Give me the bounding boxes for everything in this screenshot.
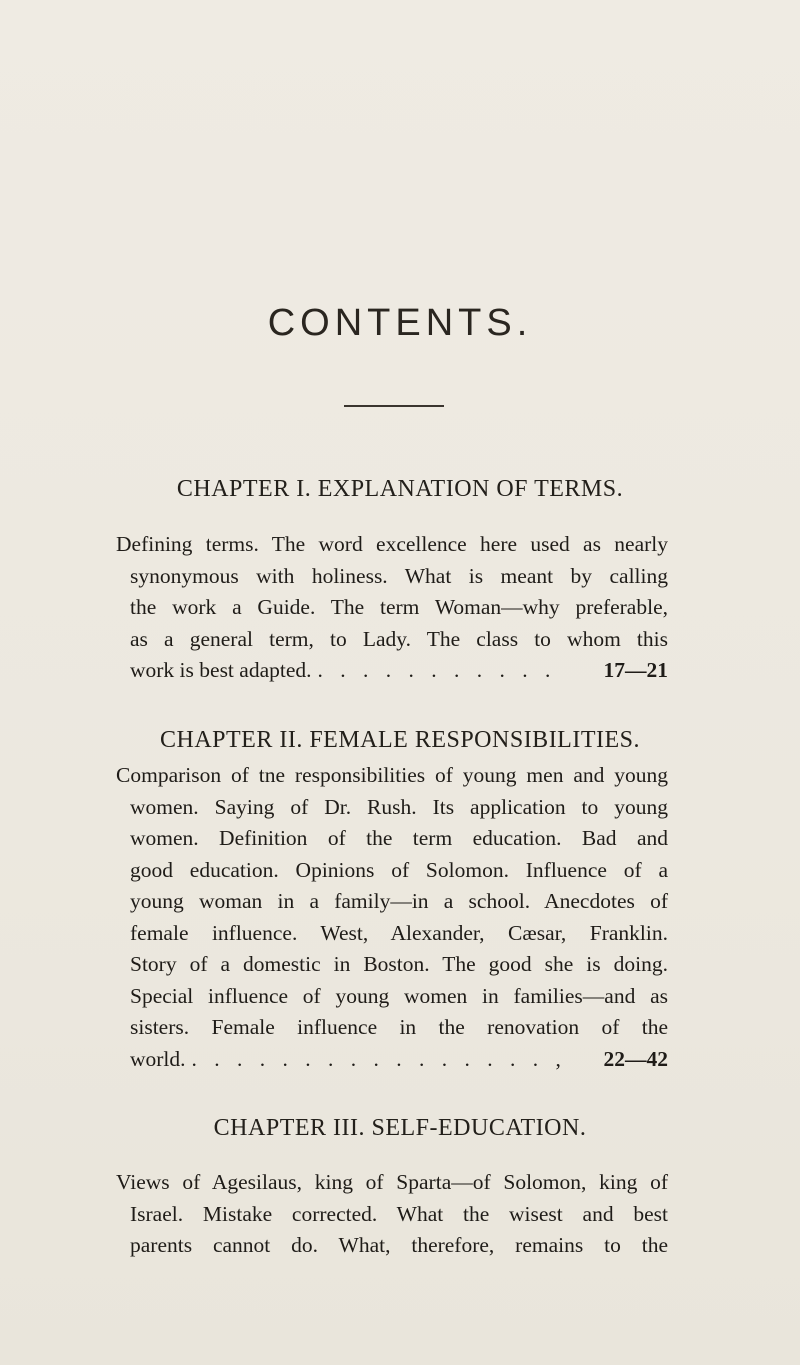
summary-line-text: work is best adapted. [130,658,312,682]
summary-last-line [130,655,668,687]
summary-line: female influence. West, Alexander, Cæsar, Franklin. [130,920,668,945]
summary-line: Views of Agesilaus, king of Sparta—of Solomon, king of [116,1170,668,1194]
page-range: 17—21 [603,658,668,682]
summary-line: as a general term, to Lady. The class to whom this [130,626,668,651]
summary-line: synonymous with holiness. What is meant by calling [130,563,668,588]
summary-line: Defining terms. The word excellence here used as nearly [116,532,668,556]
summary-line: parents cannot do. What, therefore, remains to the [130,1233,668,1257]
dot-leader: . . . . . . . . . . . . . . . . , [191,1046,567,1071]
chapter-1-heading: CHAPTER I. EXPLANATION OF TERMS. [176,476,624,502]
title-rule [344,405,444,407]
summary-line: women. Definition of the term education. Bad and [130,826,668,850]
summary-line: young woman in a family—in a school. Anecdotes of [130,889,668,913]
summary-line: Israel. Mistake corrected. What the wisest and best [130,1201,668,1226]
summary-line: sisters. Female influence in the renovation of the [130,1015,668,1039]
summary-line: the work a Guide. The term Woman—why preferable, [130,595,668,619]
summary-last-line [130,1044,668,1076]
chapter-3-summary [116,1167,800,1262]
summary-line: good education. Opinions of Solomon. Influence of a [130,857,668,882]
summary-line: women. Saying of Dr. Rush. Its application to young [130,794,668,819]
summary-line: Special influence of young women in families—and as [130,983,668,1008]
dot-leader: . . . . . . . . . . . [317,658,557,682]
chapter-1-summary [116,529,800,687]
chapter-2-heading: CHAPTER II. FEMALE RESPONSIBILITIES. [159,727,640,753]
page-range: 22—42 [603,1046,668,1071]
chapter-2-summary [116,760,800,1075]
summary-line: Story of a domestic in Boston. The good she is doing. [130,952,668,976]
summary-line-text: world. [130,1046,186,1071]
contents-title: CONTENTS. [267,302,533,344]
chapter-3-heading: CHAPTER III. SELF-EDUCATION. [213,1115,587,1141]
summary-line: Comparison of tne responsibilities of young men and young [116,763,668,787]
